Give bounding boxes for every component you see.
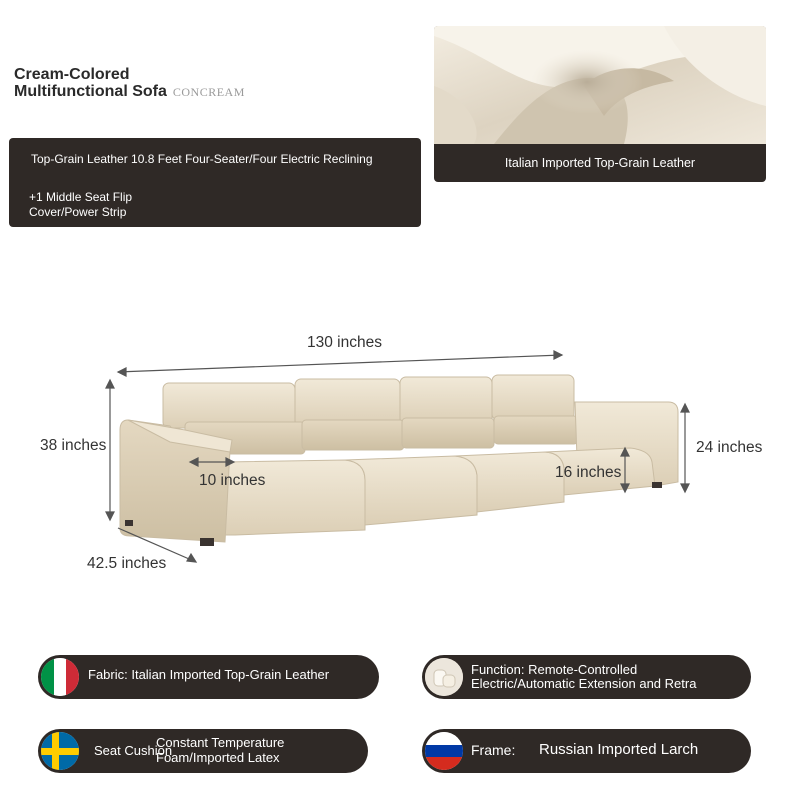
fabric-pill [38, 655, 379, 699]
dimension-armrest: 10 inches [199, 472, 266, 489]
spec-line-1: Top-Grain Leather 10.8 Feet Four-Seater/Four Electric Reclining [31, 152, 373, 166]
product-title [14, 66, 245, 101]
spec-box [9, 138, 421, 227]
russia-flag-icon [425, 732, 463, 770]
title-line-2: Multifunctional Sofa [14, 83, 167, 100]
fabric-text: Fabric: Italian Imported Top-Grain Leather [88, 667, 330, 682]
seat-cushion-label: Seat Cushion [94, 743, 173, 758]
spec-line-2: +1 Middle Seat Flip Cover/Power Strip [29, 190, 133, 219]
title-line-1: Cream-Colored [14, 66, 130, 83]
sweden-flag-icon [41, 732, 79, 770]
function-pill [422, 655, 751, 699]
italy-flag-icon [41, 658, 79, 696]
dimension-back-height: 24 inches [696, 439, 763, 456]
frame-pill [422, 729, 751, 773]
frame-value: Russian Imported Larch [539, 741, 699, 758]
sofa-thumbnail-icon [425, 658, 463, 696]
dimension-height: 38 inches [40, 437, 107, 454]
function-line-2: Electric/Automatic Extension and Retra [471, 676, 697, 691]
leather-fold-image [434, 26, 766, 144]
seat-cushions [225, 448, 655, 535]
seat-cushion-line-1: Constant Temperature [156, 735, 285, 750]
dimension-depth: 42.5 inches [87, 555, 167, 572]
dimension-width: 130 inches [307, 334, 382, 351]
frame-label: Frame: [471, 742, 516, 758]
brand-watermark: CONCREAM [172, 85, 245, 99]
leather-card [434, 26, 766, 182]
function-line-1: Function: Remote-Controlled [471, 662, 638, 677]
dimension-seat-height: 16 inches [555, 464, 622, 481]
seat-cushion-pill [38, 729, 368, 773]
sofa-diagram [0, 290, 800, 590]
leather-card-label: Italian Imported Top-Grain Leather [504, 156, 696, 170]
seat-cushion-line-2: Foam/Imported Latex [156, 750, 280, 765]
